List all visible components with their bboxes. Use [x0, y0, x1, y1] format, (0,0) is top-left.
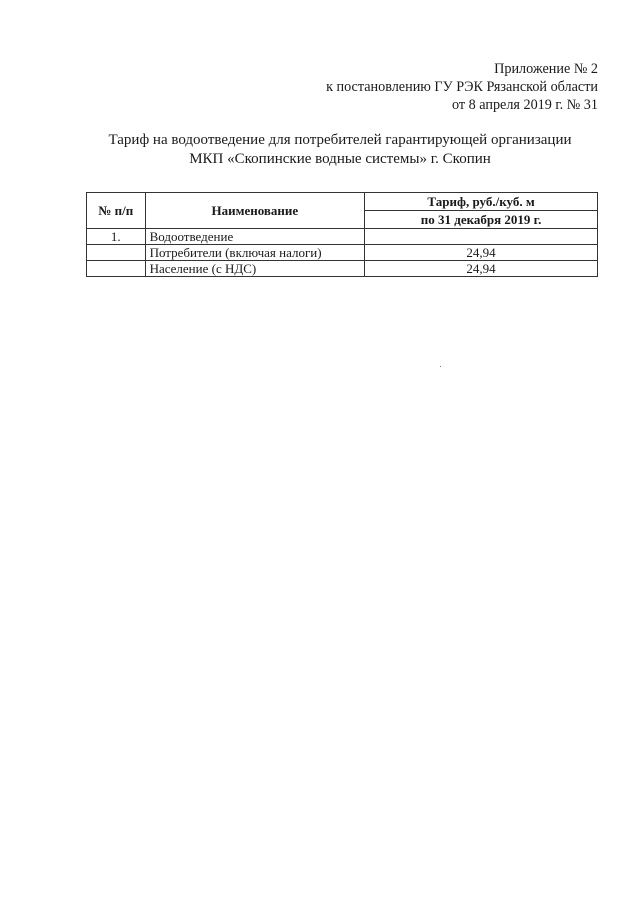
row-value [365, 229, 598, 245]
header-tariff: Тариф, руб./куб. м [365, 193, 598, 211]
title-line-1: Тариф на водоотведение для потребителей гарантирующей организации [108, 132, 572, 148]
tariff-table [86, 192, 598, 277]
table-row [87, 229, 598, 245]
table-row [87, 245, 598, 261]
row-name: Население (с НДС) [145, 261, 365, 277]
row-value: 24,94 [365, 245, 598, 261]
row-num: 1. [87, 229, 146, 245]
table-row [87, 261, 598, 277]
title-line-2: МКП «Скопинские водные системы» г. Скопин [189, 151, 491, 167]
header-num: № п/п [87, 193, 146, 229]
row-name: Потребители (включая налоги) [145, 245, 365, 261]
attachment-number: Приложение № 2 [494, 61, 598, 77]
attachment-date: от 8 апреля 2019 г. № 31 [451, 97, 598, 113]
row-value: 24,94 [365, 261, 598, 277]
attachment-resolution: к постановлению ГУ РЭК Рязанской области [326, 79, 598, 95]
attachment-header [326, 60, 598, 114]
header-period: по 31 декабря 2019 г. [365, 211, 598, 229]
scan-speck [440, 366, 441, 367]
header-name: Наименование [145, 193, 365, 229]
document-title [60, 131, 620, 169]
table-header-row [87, 193, 598, 211]
row-name: Водоотведение [145, 229, 365, 245]
row-num [87, 261, 146, 277]
row-num [87, 245, 146, 261]
